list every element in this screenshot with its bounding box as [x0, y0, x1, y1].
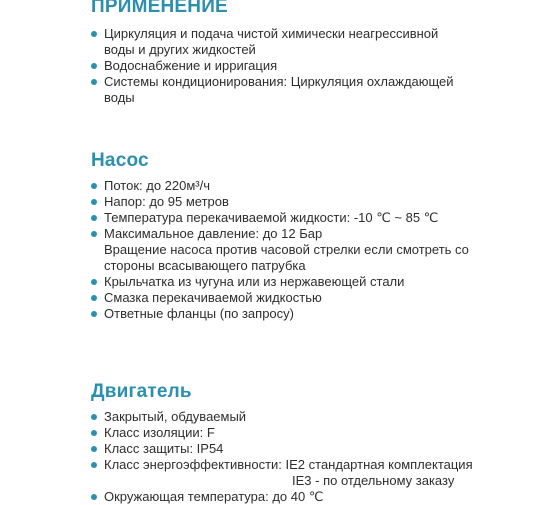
list-item-line: Смазка перекачиваемой жидкостью [104, 290, 322, 305]
bullet-icon [91, 446, 97, 452]
section-application [91, 0, 551, 106]
section-title: Двигатель [91, 381, 192, 402]
list-item [91, 274, 551, 290]
list-item-line: Ответные фланцы (по запросу) [104, 306, 294, 321]
bullet-icon [91, 199, 97, 205]
bullet-list [91, 26, 551, 106]
list-item [91, 226, 551, 242]
list-item-line: Закрытый, обдуваемый [104, 409, 247, 424]
list-item-line: Класс изоляции: F [104, 425, 215, 440]
bullet-icon [91, 63, 97, 69]
list-item-line: Поток: до 220м³/ч [104, 178, 211, 193]
list-item [91, 74, 551, 106]
bullet-icon [91, 311, 97, 317]
bullet-list [91, 409, 551, 505]
bullet-icon [91, 79, 97, 85]
list-item-line: Вращение насоса против часовой стрелки если смотреть со [104, 242, 469, 257]
list-item-line: Водоснабжение и ирригация [104, 58, 278, 73]
list-item-line: воды [104, 90, 135, 105]
bullet-icon [91, 430, 97, 436]
list-item [91, 290, 551, 306]
list-item [91, 178, 551, 194]
bullet-icon [91, 215, 97, 221]
list-item [91, 210, 551, 226]
section-title: ПРИМЕНЕНИЕ [91, 0, 228, 17]
bullet-icon [91, 295, 97, 301]
list-item [91, 409, 551, 425]
list-item [91, 26, 551, 58]
list-item [91, 425, 551, 441]
bullet-icon [91, 279, 97, 285]
bullet-list [91, 178, 551, 322]
list-item [91, 489, 551, 505]
list-item [91, 457, 551, 489]
list-item [91, 242, 551, 274]
list-item [91, 194, 551, 210]
list-item-line: Максимальное давление: до 12 Бар [104, 226, 323, 241]
bullet-icon [91, 414, 97, 420]
bullet-icon [91, 183, 97, 189]
list-item-line: воды и других жидкостей [104, 42, 256, 57]
list-item [91, 306, 551, 322]
list-item-line: Окружающая температура: до 40 ℃ [104, 489, 324, 504]
list-item [91, 58, 551, 74]
bullet-icon [91, 462, 97, 468]
list-item-line: Циркуляция и подача чистой химически неагрессивной [104, 26, 439, 41]
section-motor [91, 381, 551, 505]
section-title: Насос [91, 150, 149, 171]
list-item-line: Крыльчатка из чугуна или из нержавеющей стали [104, 274, 405, 289]
list-item-line: IE3 - по отдельному заказу [292, 473, 455, 488]
list-item-line: Системы кондиционирования: Циркуляция охлаждающей [104, 74, 454, 89]
section-pump [91, 150, 551, 322]
bullet-icon [91, 231, 97, 237]
list-item-line: Температура перекачиваемой жидкости: -10 ℃ ~ 85 ℃ [104, 210, 439, 225]
list-item-line: Класс защиты: IP54 [104, 441, 224, 456]
list-item-line: стороны всасывающего патрубка [104, 258, 306, 273]
list-item [91, 441, 551, 457]
list-item-line: Напор: до 95 метров [104, 194, 229, 209]
list-item-line: Класс энергоэффективности: IE2 стандартная комплектация [104, 457, 473, 472]
bullet-icon [91, 494, 97, 500]
bullet-icon [91, 31, 97, 37]
